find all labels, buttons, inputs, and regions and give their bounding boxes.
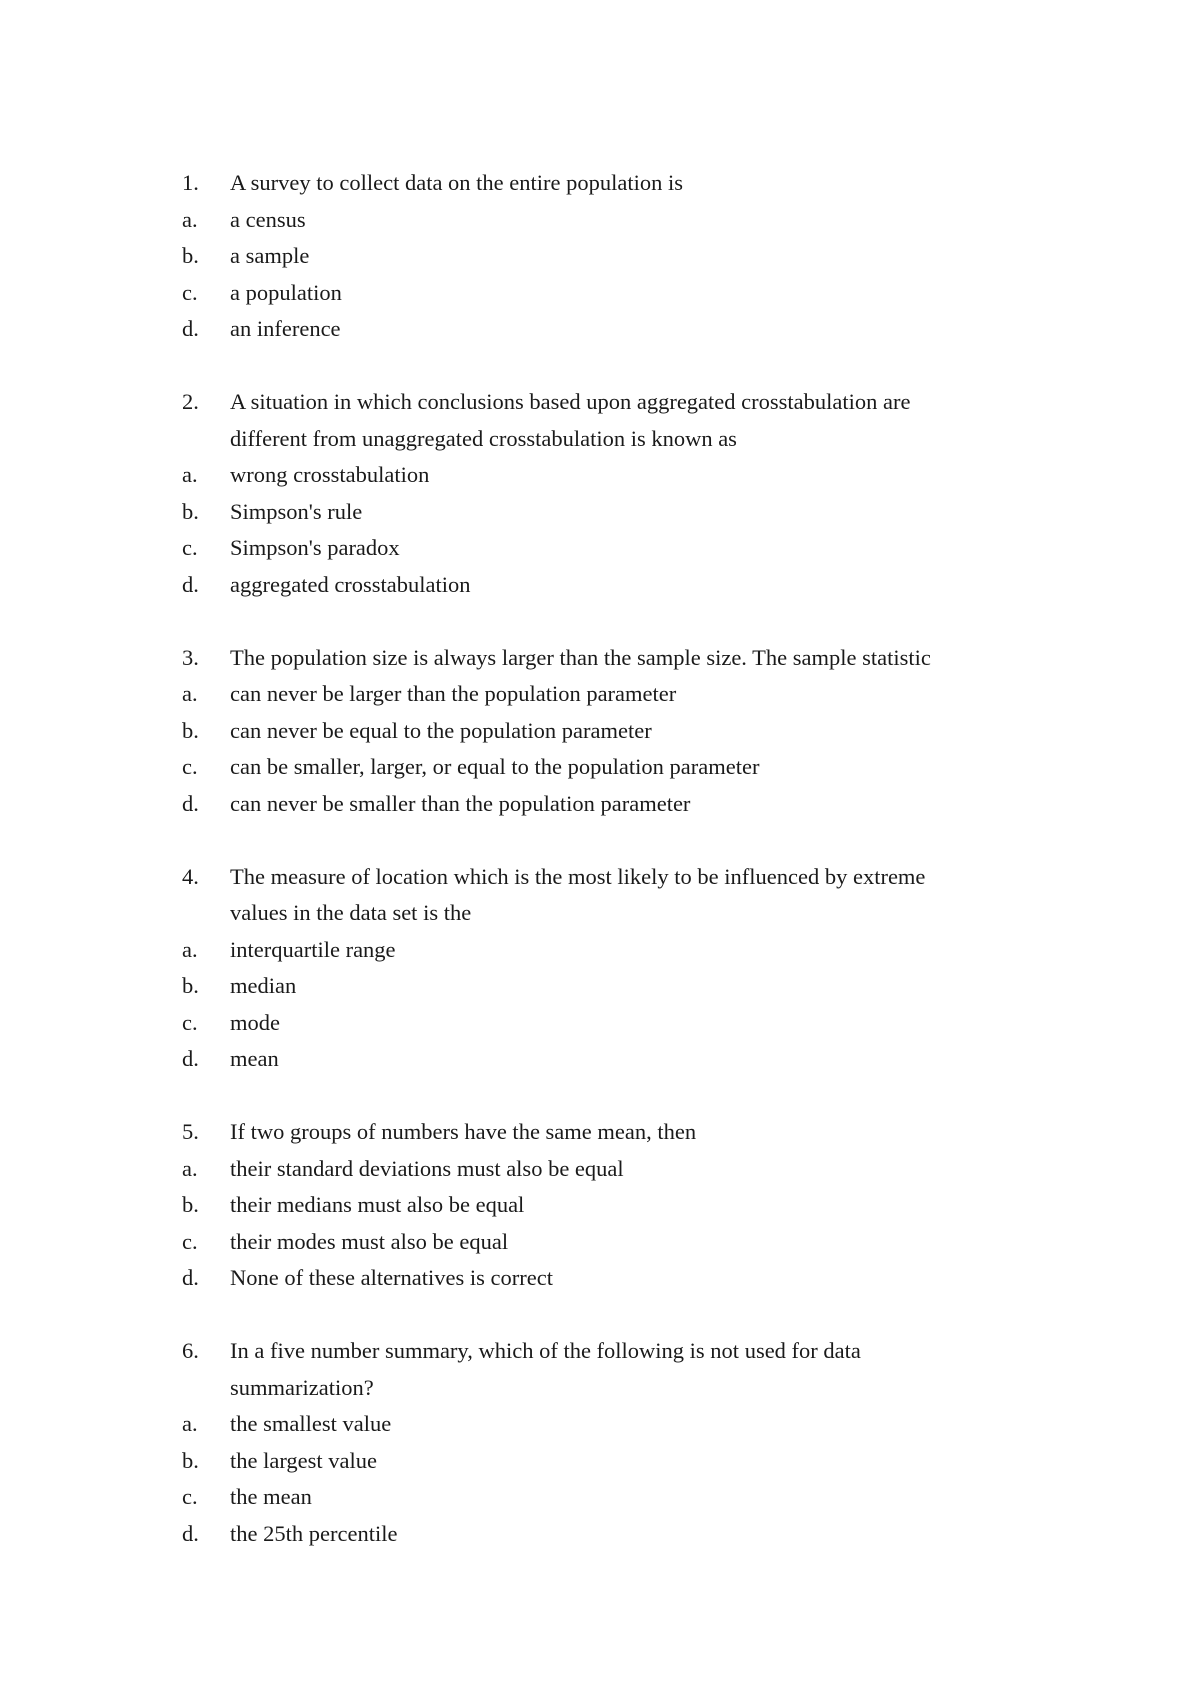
option-text: their modes must also be equal [230,1228,509,1254]
option-text: can never be larger than the population parameter [230,681,677,706]
option-text: mean [230,1046,279,1071]
option-letter: b. [182,973,199,998]
question-number: 5. [182,1119,199,1144]
option-text: their standard deviations must also be equal [230,1155,624,1181]
question-stem: summarization? [230,1374,374,1400]
option-letter: a. [182,206,198,232]
option-text: a sample [230,243,310,268]
option-letter: c. [182,1228,198,1254]
question-stem: The measure of location which is the most likely to be influenced by extreme [230,863,926,889]
question-number: 1. [182,170,199,195]
option-letter: d. [182,316,199,341]
option-letter: d. [182,1520,199,1546]
option-letter: b. [182,717,199,743]
question-number: 3. [182,644,199,670]
option-text: interquartile range [230,936,396,962]
question-stem: A survey to collect data on the entire population is [230,170,684,195]
option-text: Simpson's paradox [230,535,400,560]
question-number: 2. [182,389,199,414]
option-text: wrong crosstabulation [230,462,430,487]
question-stem: values in the data set is the [230,900,472,925]
option-letter: c. [182,754,198,779]
option-text: Simpson's rule [230,498,363,524]
question-number: 4. [182,863,199,889]
question-stem: In a five number summary, which of the following is not used for data [230,1338,861,1363]
question-stem: different from unaggregated crosstabulation is known as [230,425,737,451]
option-text: the largest value [230,1447,378,1473]
option-letter: b. [182,498,199,524]
option-text: a population [230,279,342,305]
option-letter: a. [182,1411,198,1436]
option-letter: d. [182,571,199,597]
option-letter: a. [182,681,198,706]
option-letter: b. [182,1447,199,1473]
question-stem: A situation in which conclusions based upon aggregated crosstabulation are [230,389,911,414]
option-text: can never be equal to the population parameter [230,717,652,743]
option-text: the 25th percentile [230,1520,398,1546]
option-letter: c. [182,279,198,305]
question-stem: If two groups of numbers have the same mean, then [230,1119,697,1144]
option-letter: d. [182,790,199,816]
option-letter: a. [182,936,198,962]
option-letter: a. [182,462,198,487]
option-letter: a. [182,1155,198,1181]
option-text: a census [230,206,306,232]
option-text: can be smaller, larger, or equal to the population parameter [230,754,760,779]
option-text: mode [230,1009,280,1035]
option-letter: c. [182,535,198,560]
option-letter: d. [182,1265,199,1290]
question-stem: The population size is always larger than the sample size. The sample statistic [230,644,931,670]
option-text: an inference [230,316,341,341]
option-text: the mean [230,1484,312,1509]
option-text: aggregated crosstabulation [230,571,471,597]
option-letter: d. [182,1046,199,1071]
option-letter: c. [182,1009,198,1035]
option-text: median [230,973,297,998]
option-text: None of these alternatives is correct [230,1265,553,1290]
question-number: 6. [182,1338,199,1363]
option-letter: b. [182,1192,199,1217]
option-letter: b. [182,243,199,268]
option-text: the smallest value [230,1411,392,1436]
option-text: can never be smaller than the population parameter [230,790,691,816]
option-text: their medians must also be equal [230,1192,525,1217]
option-letter: c. [182,1484,198,1509]
